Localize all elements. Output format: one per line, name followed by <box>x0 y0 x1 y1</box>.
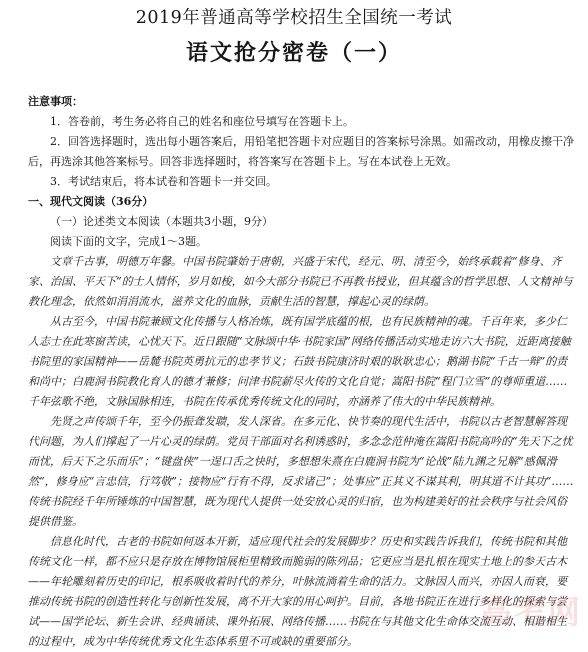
section-subheading: （一）论述类文本阅读（本题共3小题，9分） <box>50 215 273 228</box>
passage-paragraph-2: 从古至今，中国书院兼顾文化传播与人格冶炼，既有国学底蕴的根，也有民族精神的魂。千百年来，多少仁人志士在此寒窗苦读，心忧天下。近日跟随“文脉颂中华·书院家国”网络传播活动实地走访六大书院，近距离接触书院里的家国精神——岳麓书院英勇抗元的忠孝节义；石鼓书院康济时艰的耿耿忠心；鹅湖书院“千古一辩”的责和尚中；白鹿洞书院教化育人的德才兼修；问津书院薪尽火传的文化自觉；嵩阳书院“程门立雪”的尊师重道……千年弦歌不绝，文脉国脉相连，书院在传承优秀传统文化的同时，亦涵养了伟大的中华民族精神。 <box>28 315 571 408</box>
notice-item-2: 2．回答选择题时，选出每小题答案后，用铅笔把答题卡对应题目的答案标号涂黑。如需改动，用橡皮擦干净后，再选涂其他答案标号。回答非选择题时，将答案写在答题卡上。写在本试卷上无效。 <box>28 135 574 168</box>
passage-paragraph-1: 文章千古事，明德万年馨。中国书院肇始于唐朝，兴盛于宋代，经元、明、清至今，始终承载着“修身、齐家、治国、平天下”的士人情怀，岁月如梭，如今大部分书院已不再教书授业，但其蕴含的哲学思想、人文精神与教化理念，依然如涓涓流水，滋养文化的血脉，贡献生活的智慧，撑起心灵的绿荫。 <box>28 255 573 308</box>
reading-instruction: 阅读下面的文字，完成1～3题。 <box>50 235 207 248</box>
document-body <box>28 92 576 652</box>
section-heading: 一、现代文阅读（36分） <box>28 195 154 208</box>
paper-title: 语文抢分密卷（一） <box>185 40 402 66</box>
passage-paragraph-3: 先贤之声传颂千年，至今仍振聋发聩，发人深省。在多元化、快节奏的现代生活中，书院以古老智慧解答现代问题，为人们撑起了一片心灵的绿荫。党员干部面对名利诱惑时，多念念范仲淹在嵩阳书院高吟的“先天下之忧而忧，后天下之乐而乐”；“键盘侠”一逞口舌之快时，多想想朱熹在白鹿洞书院为“论战”陆九渊之兄解“感佩滑然”，修身应“言忠信，行笃敬”；接物应“行有不得，反求诸己”；处事应“正其义不谋其利，明其道不计其功”……传统书院经千年所锤炼的中国智慧，既为现代人提供一处安放心灵的归宿，也为构建美好的社会秩序与社会风俗提供借鉴。 <box>28 415 574 528</box>
passage-paragraph-4: 信息化时代，古老的书院如何返本开新，适应现代社会的发展脚步？历史和实践告诉我们，传统书院和其他传统文化一样，都不应只是存放在博物馆展柜里精致而脆弱的陈列品；它更应当是扎根在现实土地上的参天古木——年轮雕刻着历史的印记，根系吸收着时代的养分，叶脉流淌着生命的活力。文脉因人而兴，亦因人而衰，要推动传统书院的创造性转化与创新性发展，离不开大家的用心呵护。目前，各地书院正在进行多样化的探索与尝试——国学论坛、新生会讲、经典诵读、课外拓展、网络传播……书院在与其他文化生命体交流互动、相谐相生的过程中，成为中华传统优秀文化生态体系里不可或缺的重要部分。 <box>28 535 567 648</box>
notice-item-1: 1．答卷前，考生务必将自己的姓名和座位号填写在答题卡上。 <box>50 115 354 128</box>
notice-item-3: 3．考试结束后，将本试卷和答题卡一并交回。 <box>50 175 277 188</box>
notice-heading: 注意事项： <box>28 95 83 108</box>
watermark: 高考网 <box>479 593 582 631</box>
exam-title: 2019年普通高等学校招生全国统一考试 <box>135 8 453 28</box>
